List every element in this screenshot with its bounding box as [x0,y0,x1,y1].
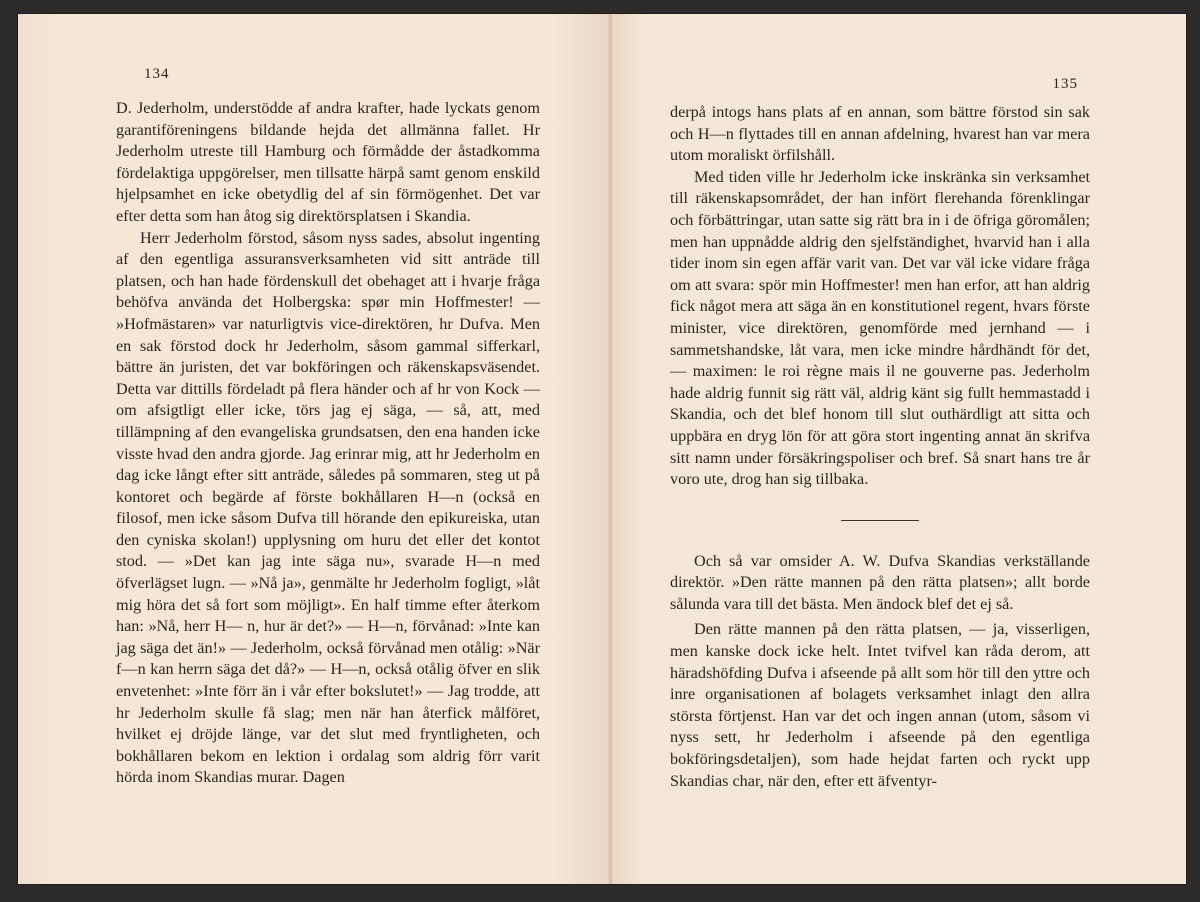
paragraph: Och så var omsider A. W. Dufva Skandias verkställande direktör. »Den rätte mannen på den rätta platsen»; allt borde sålunda vara till det bästa. Men ändock blef det ej så. [670,551,1090,613]
left-page [18,14,612,884]
left-page-text [116,98,540,789]
paragraph: Herr Jederholm förstod, såsom nyss sades, absolut ingenting af den egentliga assuransverksamheten vid sitt anträde till platsen, och han hade fördenskull det obehaget att i hvarje fråga behöfva använda det Holbergska: spør min Hoffmester! — »Hofmästaren» var naturligtvis vice-direktören, hr Dufva. Men en sak förstod dock hr Jederholm, såsom gammal sifferkarl, bättre än juristen, det var bokföringen och räkenskapsväsendet. Detta var dittills fördeladt på flera händer och af hr von Kock — om afsigtligt eller icke, törs jag ej säga, — så, att, med tillämpning af den evangeliska grundsatsen, den ena handen icke visste hvad den andra gjorde. Jag erinrar mig, att hr Jederholm en dag icke långt efter sitt anträde, således på sommaren, steg ut på kontoret och begärde af förste bokhållaren H—n (också en filosof, men icke såsom Dufva till hörande den epikureiska, utan den cyniska skolan!) upplysning om huru det eller det kontot stod. — »Det kan jag inte säga nu», svarade H—n med öfverlägset lugn. — »Nå ja», genmälte hr Jederholm fogligt, »låt mig höra det så fort som möjligt». En half timme efter återkom han: »Nå, herr H— n, hur är det?» — H—n, förvånad: »Inte kan jag säga det än!» — Jederholm, också förvånad men otålig: »När f—n kan herrn säga det då?» — H—n, också otålig öfver en slik envetenhet: »Inte förr än i vår efter bokslutet!» — Jag trodde, att hr Jederholm skulle få slag; men när han återfick målföret, hvilket ej dröjde länge, var det slut med fryntligheten, och bokhållaren bekom en lektion i ordalag som aldrig förr varit hörda inom Skandias murar. Dagen [116,228,540,787]
paragraph: Den rätte mannen på den rätta platsen, — ja, visserligen, men kanske dock icke helt. Intet tvifvel kan råda derom, att häradshöfding Dufva i afseende på allt som hör till den yttre och inre organisationen af bolagets verksamhet inlagt den allra största förtjenst. Han var det och ingen annan (utom, såsom vi nyss sett, hr Jederholm i afseende på den egentliga bokföringsdetaljen), som hade hejdat farten och ryckt upp Skandias char, när den, efter ett äfventyr- [670,620,1090,790]
paragraph: derpå intogs hans plats af en annan, som bättre förstod sin sak och H—n flyttades till en annan afdelning, hvarest han var mera utom moraliskt örfilshåll. [670,103,1090,165]
right-page-text [670,102,1090,792]
right-page [612,14,1186,884]
paragraph: Med tiden ville hr Jederholm icke inskränka sin verksamhet till räkenskapsområdet, der han infört flerehanda förenklingar och förbättringar, utan satte sig rätt bra in i de öfriga göromålen; men han uppnådde aldrig den sjelfständighet, hvarvid han i alla tider inom sin egen affär varit van. Det var väl icke vidare fråga om att svara: spör min Hoffmester! men han erfor, att han aldrig fick något mera att säga än en konstitutionel regent, hvars förste minister, vice direktören, genomförde med jernhand — i sammetshandske, låt vara, men icke mindre hårdhändt för det, — maximen: le roi règne mais il ne gouverne pas. Jederholm hade aldrig funnit sig rätt väl, aldrig känt sig fullt hemmastadd i Skandia, och det blef honom till slut outhärdligt att sitta och uppbära en dryg lön för att göra stort ingenting annat än skrifva sitt namn under försäkringspoliser och bref. Så snart hans tre år voro ute, drog han sig tillbaka. [670,167,1090,489]
page-number-right: 135 [1052,76,1078,92]
page-number-left: 134 [144,66,170,82]
book-spread [18,14,1186,884]
section-divider [841,520,919,521]
paragraph: D. Jederholm, understödde af andra krafter, hade lyckats genom garantiföreningens bildande hejda det allmänna fallet. Hr Jederholm utreste till Hamburg och förmådde der åstadkomma fördelaktiga uppgörelser, men tillsatte härpå samt genom enskild hjelpsamhet en icke obetydlig del af sin förmögenhet. Det var efter detta som han åtog sig direktörsplatsen i Skandia. [116,99,540,225]
